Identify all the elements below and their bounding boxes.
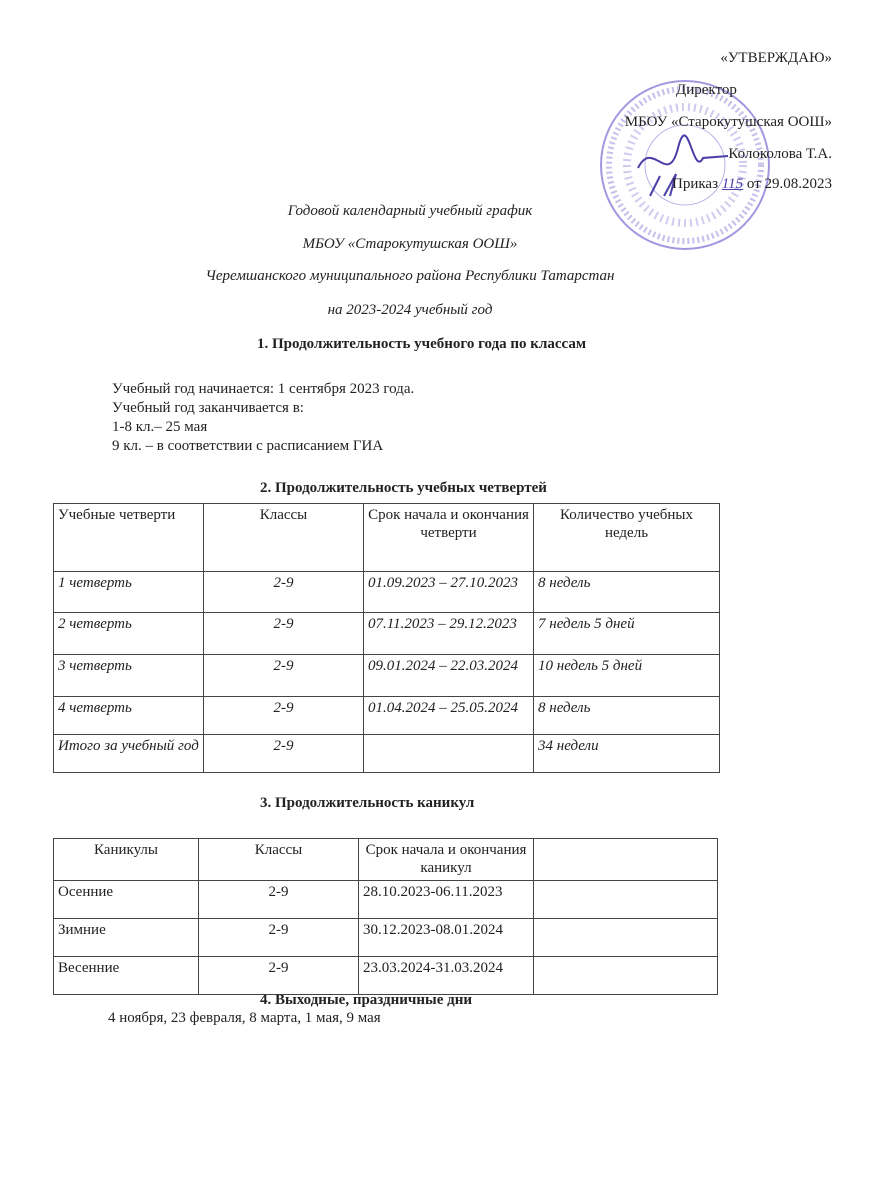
approval-position: Директор bbox=[676, 82, 737, 98]
cell: 3 четверть bbox=[54, 655, 204, 697]
doc-title-2: МБОУ «Старокутушская ООШ» bbox=[302, 236, 518, 252]
cell: Итого за учебный год bbox=[54, 735, 204, 773]
year-start: Учебный год начинается: 1 сентября 2023 года. bbox=[112, 381, 415, 397]
section1-body bbox=[112, 380, 414, 456]
header-cell: Срок начала и окончания каникул bbox=[359, 839, 534, 881]
cell: Весенние bbox=[54, 957, 199, 995]
cell: 10 недель 5 дней bbox=[534, 655, 720, 697]
holidays-table bbox=[53, 838, 718, 995]
doc-title-4: на 2023-2024 учебный год bbox=[327, 302, 493, 318]
doc-title-1: Годовой календарный учебный график bbox=[287, 203, 533, 219]
table-row-total bbox=[54, 735, 720, 773]
header-cell: Количество учебных недель bbox=[534, 504, 720, 572]
year-end-label: Учебный год заканчивается в: bbox=[112, 400, 304, 416]
cell: 2-9 bbox=[204, 735, 364, 773]
cell: 2 четверть bbox=[54, 613, 204, 655]
table-header-row bbox=[54, 839, 718, 881]
approval-signer: Колоколова Т.А. bbox=[728, 146, 832, 162]
cell: Осенние bbox=[54, 881, 199, 919]
cell: 01.04.2024 – 25.05.2024 bbox=[364, 697, 534, 735]
cell: 07.11.2023 – 29.12.2023 bbox=[364, 613, 534, 655]
cell bbox=[534, 919, 718, 957]
header-cell: Классы bbox=[204, 504, 364, 572]
header-cell: Учебные четверти bbox=[54, 504, 204, 572]
doc-title-3: Черемшанского муниципального района Республики Татарстан bbox=[205, 268, 615, 284]
year-end-9: 9 кл. – в соответствии с расписанием ГИА bbox=[112, 438, 384, 454]
table-row bbox=[54, 697, 720, 735]
cell: 2-9 bbox=[199, 919, 359, 957]
cell: 23.03.2024-31.03.2024 bbox=[359, 957, 534, 995]
table-row bbox=[54, 572, 720, 613]
section1-heading: 1. Продолжительность учебного года по классам bbox=[257, 336, 587, 352]
table-header-row bbox=[54, 504, 720, 572]
cell: 2-9 bbox=[199, 881, 359, 919]
quarters-table bbox=[53, 503, 720, 773]
header-cell: Каникулы bbox=[54, 839, 199, 881]
cell: 7 недель 5 дней bbox=[534, 613, 720, 655]
cell: 8 недель bbox=[534, 697, 720, 735]
cell bbox=[534, 881, 718, 919]
approval-title: «УТВЕРЖДАЮ» bbox=[720, 50, 832, 66]
cell: 1 четверть bbox=[54, 572, 204, 613]
cell: 2-9 bbox=[204, 697, 364, 735]
cell: 2-9 bbox=[204, 655, 364, 697]
section2-heading: 2. Продолжительность учебных четвертей bbox=[260, 480, 547, 496]
official-stamp bbox=[598, 78, 773, 253]
cell: 30.12.2023-08.01.2024 bbox=[359, 919, 534, 957]
table-row bbox=[54, 613, 720, 655]
order-date: от 29.08.2023 bbox=[746, 176, 832, 192]
table-row bbox=[54, 655, 720, 697]
cell: 2-9 bbox=[204, 572, 364, 613]
cell: 2-9 bbox=[204, 613, 364, 655]
cell: 01.09.2023 – 27.10.2023 bbox=[364, 572, 534, 613]
cell: 2-9 bbox=[199, 957, 359, 995]
cell: 34 недели bbox=[534, 735, 720, 773]
cell: Зимние bbox=[54, 919, 199, 957]
header-cell: Срок начала и окончания четверти bbox=[364, 504, 534, 572]
section4-text: 4 ноября, 23 февраля, 8 марта, 1 мая, 9 мая bbox=[108, 1010, 381, 1026]
approval-order bbox=[672, 176, 832, 193]
table-row bbox=[54, 957, 718, 995]
order-prefix: Приказ bbox=[671, 176, 718, 192]
section4-heading: 4. Выходные, праздничные дни bbox=[260, 992, 473, 1008]
cell: 09.01.2024 – 22.03.2024 bbox=[364, 655, 534, 697]
header-cell: Классы bbox=[199, 839, 359, 881]
header-cell bbox=[534, 839, 718, 881]
year-end-1-8: 1-8 кл.– 25 мая bbox=[112, 419, 208, 435]
table-row bbox=[54, 881, 718, 919]
order-number: 115 bbox=[721, 176, 744, 192]
table-row bbox=[54, 919, 718, 957]
cell: 8 недель bbox=[534, 572, 720, 613]
cell: 4 четверть bbox=[54, 697, 204, 735]
cell bbox=[364, 735, 534, 773]
approval-org: МБОУ «Старокутушская ООШ» bbox=[624, 114, 832, 130]
cell bbox=[534, 957, 718, 995]
section3-heading: 3. Продолжительность каникул bbox=[260, 795, 475, 811]
cell: 28.10.2023-06.11.2023 bbox=[359, 881, 534, 919]
